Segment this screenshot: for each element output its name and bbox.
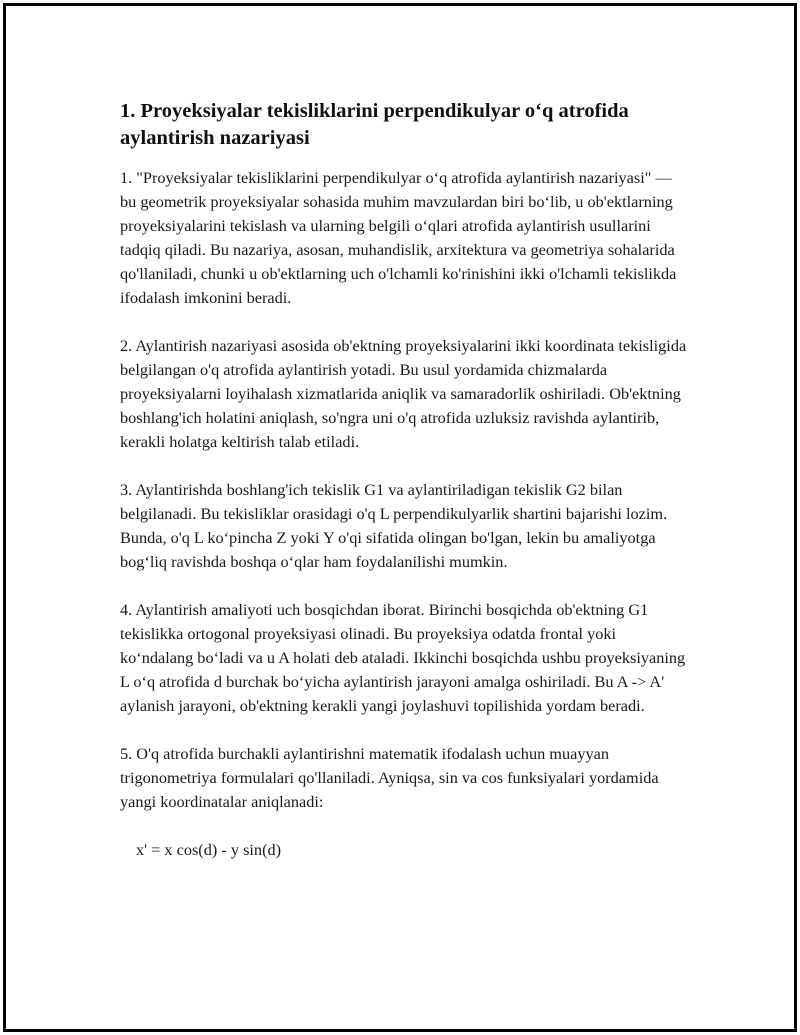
page-frame	[3, 3, 797, 1032]
paragraph-3: 3. Aylantirishda boshlang'ich tekislik G1 va aylantiriladigan tekislik G2 bilan belgilanadi. Bu tekisliklar orasidagi o'q L perpendikulyarlik shartini bajarishi lozim. Bunda, o'q L ko‘pincha Z yoki Y o'qi sifatida olingan bo'lgan, lekin bu amaliyotga bog‘liq ravishda boshqa o‘qlar ham foydalanilishi mumkin.	[120, 480, 668, 571]
paragraph-5: 5. O'q atrofida burchakli aylantirishni matematik ifodalash uchun muayyan trigonometriya formulalari qo'llaniladi. Ayniqsa, sin va cos funksiyalari yordamida yangi koordinatalar aniqlanadi:	[120, 744, 659, 811]
rotation-formula: x' = x cos(d) - y sin(d)	[136, 840, 282, 859]
document-title: 1. Proyeksiyalar tekisliklarini perpendikulyar o‘q atrofida aylantirish nazariyasi	[120, 100, 629, 149]
document-body	[120, 98, 692, 862]
paragraph-4: 4. Aylantirish amaliyoti uch bosqichdan iborat. Birinchi bosqichda ob'ektning G1 tekislikka ortogonal proyeksiyasi olinadi. Bu proyeksiya odatda frontal yoki ko‘ndalang bo‘ladi va u A holati deb ataladi. Ikkinchi bosqichda ushbu proyeksiyaning L o‘q atrofida d burchak bo‘yicha aylantirish jarayoni amalga oshiriladi. Bu A -> A' aylanish jarayoni, ob'ektning kerakli yangi joylashuvi topilishida yordam beradi.	[120, 600, 686, 715]
paragraph-1: 1. "Proyeksiyalar tekisliklarini perpendikulyar o‘q atrofida aylantirish nazariyasi" — bu geometrik proyeksiyalar sohasida muhim mavzulardan biri bo‘lib, u ob'ektlarning proyeksiyalarini tekislash va ularning belgili o‘qlari atrofida aylantirish usullarini tadqiq qiladi. Bu nazariya, asosan, muhandislik, arxitektura va geometriya sohalarida qo'llaniladi, chunki u ob'ektlarning uch o'lchamli ko'rinishini ikki o'lchamli tekislikda ifodalash imkonini beradi.	[120, 168, 677, 307]
paragraph-2: 2. Aylantirish nazariyasi asosida ob'ektning proyeksiyalarini ikki koordinata tekisligida belgilangan o'q atrofida aylantirish yotadi. Bu usul yordamida chizmalarda proyeksiyalarni loyihalash xizmatlarida aniqlik va samaradorlik oshiriladi. Ob'ektning boshlang'ich holatini aniqlash, so'ngra uni o'q atrofida uzluksiz ravishda aylantirib, kerakli holatga keltirish talab etiladi.	[120, 336, 687, 451]
